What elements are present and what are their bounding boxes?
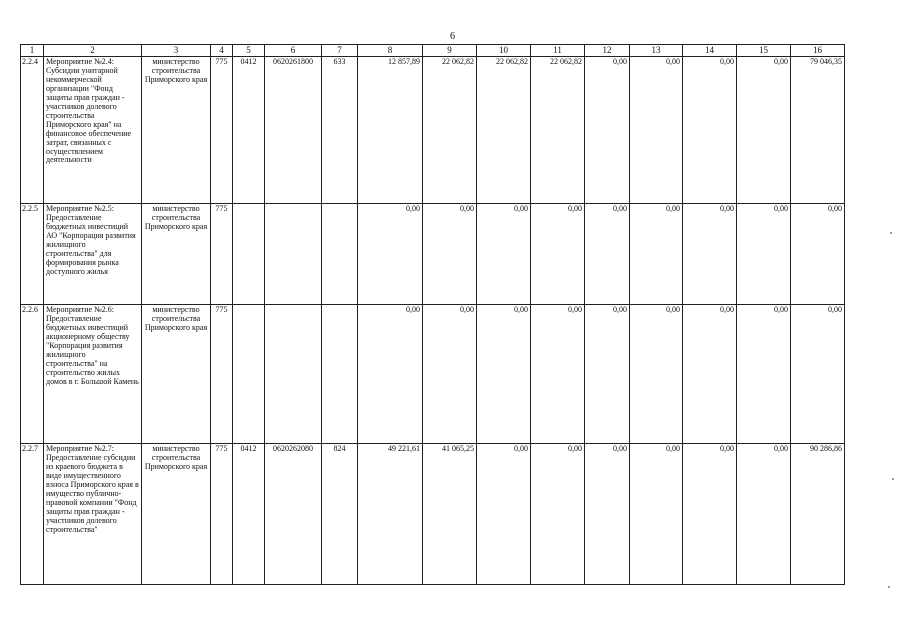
amount-cell: 0,00 — [477, 444, 531, 585]
table-row — [21, 57, 845, 204]
section-code — [233, 305, 265, 444]
total-amount-cell: 90 286,86 — [791, 444, 845, 585]
column-header: 11 — [531, 45, 585, 57]
page-number: 6 — [450, 31, 455, 42]
expense-type-code: 633 — [322, 57, 358, 204]
responsible-executor: министерство строительства Приморского края — [142, 305, 211, 444]
column-header: 2 — [44, 45, 142, 57]
column-header: 8 — [358, 45, 423, 57]
budget-table — [20, 44, 845, 585]
amount-cell: 0,00 — [630, 204, 683, 305]
amount-cell: 49 221,61 — [358, 444, 423, 585]
row-number: 2.2.4 — [21, 57, 44, 204]
amount-cell: 0,00 — [531, 444, 585, 585]
amount-cell: 0,00 — [585, 204, 630, 305]
column-header: 10 — [477, 45, 531, 57]
grbs-code: 775 — [211, 444, 233, 585]
amount-cell: 0,00 — [477, 204, 531, 305]
table-row — [21, 204, 845, 305]
table-row — [21, 305, 845, 444]
amount-cell: 0,00 — [683, 444, 737, 585]
amount-cell: 0,00 — [585, 57, 630, 204]
expense-type-code — [322, 204, 358, 305]
column-header: 5 — [233, 45, 265, 57]
measure-description: Мероприятие №2.5: Предоставление бюджетных инвестиций АО "Корпорация развития жилищного строительства" для формирования рынка доступного жилья — [44, 204, 142, 305]
grbs-code: 775 — [211, 57, 233, 204]
column-header: 1 — [21, 45, 44, 57]
column-header: 14 — [683, 45, 737, 57]
header-row — [21, 45, 845, 57]
expense-type-code: 824 — [322, 444, 358, 585]
amount-cell: 0,00 — [477, 305, 531, 444]
amount-cell: 22 062,82 — [531, 57, 585, 204]
total-amount-cell: 79 046,35 — [791, 57, 845, 204]
amount-cell: 0,00 — [683, 305, 737, 444]
total-amount-cell: 0,00 — [791, 305, 845, 444]
amount-cell: 41 065,25 — [423, 444, 477, 585]
target-article-code — [265, 204, 322, 305]
measure-description: Мероприятие №2.4: Субсидии унитарной некоммерческой организации "Фонд защиты прав граждан - участников долевого строительства Приморского края" на финансовое обеспечение затрат, связанных с осуществлением деятельности — [44, 57, 142, 204]
target-article-code — [265, 305, 322, 444]
responsible-executor: министерство строительства Приморского края — [142, 444, 211, 585]
column-header: 6 — [265, 45, 322, 57]
amount-cell: 0,00 — [737, 444, 791, 585]
section-code — [233, 204, 265, 305]
section-code: 0412 — [233, 444, 265, 585]
scan-speck — [892, 478, 894, 480]
row-number: 2.2.6 — [21, 305, 44, 444]
amount-cell: 0,00 — [630, 444, 683, 585]
amount-cell: 0,00 — [358, 204, 423, 305]
column-header: 15 — [737, 45, 791, 57]
amount-cell: 0,00 — [585, 444, 630, 585]
responsible-executor: министерство строительства Приморского края — [142, 204, 211, 305]
amount-cell: 0,00 — [737, 305, 791, 444]
amount-cell: 0,00 — [358, 305, 423, 444]
measure-description: Мероприятие №2.6: Предоставление бюджетных инвестиций акционерному обществу "Корпорация развития жилищного строительства" на строительство жилых домов в г. Большой Камень — [44, 305, 142, 444]
scan-speck — [888, 586, 890, 588]
column-header: 13 — [630, 45, 683, 57]
amount-cell: 0,00 — [531, 204, 585, 305]
column-header: 9 — [423, 45, 477, 57]
amount-cell: 0,00 — [585, 305, 630, 444]
amount-cell: 0,00 — [423, 305, 477, 444]
total-amount-cell: 0,00 — [791, 204, 845, 305]
column-header: 4 — [211, 45, 233, 57]
row-number: 2.2.7 — [21, 444, 44, 585]
scan-speck — [890, 232, 892, 234]
row-number: 2.2.5 — [21, 204, 44, 305]
amount-cell: 12 857,89 — [358, 57, 423, 204]
table-row — [21, 444, 845, 585]
column-header: 16 — [791, 45, 845, 57]
amount-cell: 0,00 — [683, 204, 737, 305]
target-article-code: 0620261800 — [265, 57, 322, 204]
amount-cell: 0,00 — [683, 57, 737, 204]
amount-cell: 0,00 — [423, 204, 477, 305]
grbs-code: 775 — [211, 204, 233, 305]
column-header: 3 — [142, 45, 211, 57]
measure-description: Мероприятие №2.7: Предоставление субсидии из краевого бюджета в виде имущественного взноса Приморского края в имущество публично-правовой компании "Фонд защиты прав граждан - участников долевого строительства" — [44, 444, 142, 585]
responsible-executor: министерство строительства Приморского края — [142, 57, 211, 204]
section-code: 0412 — [233, 57, 265, 204]
amount-cell: 0,00 — [630, 57, 683, 204]
column-header: 12 — [585, 45, 630, 57]
amount-cell: 0,00 — [630, 305, 683, 444]
expense-type-code — [322, 305, 358, 444]
amount-cell: 0,00 — [531, 305, 585, 444]
column-header: 7 — [322, 45, 358, 57]
grbs-code: 775 — [211, 305, 233, 444]
amount-cell: 0,00 — [737, 57, 791, 204]
target-article-code: 0620262080 — [265, 444, 322, 585]
amount-cell: 22 062,82 — [477, 57, 531, 204]
amount-cell: 0,00 — [737, 204, 791, 305]
amount-cell: 22 062,82 — [423, 57, 477, 204]
